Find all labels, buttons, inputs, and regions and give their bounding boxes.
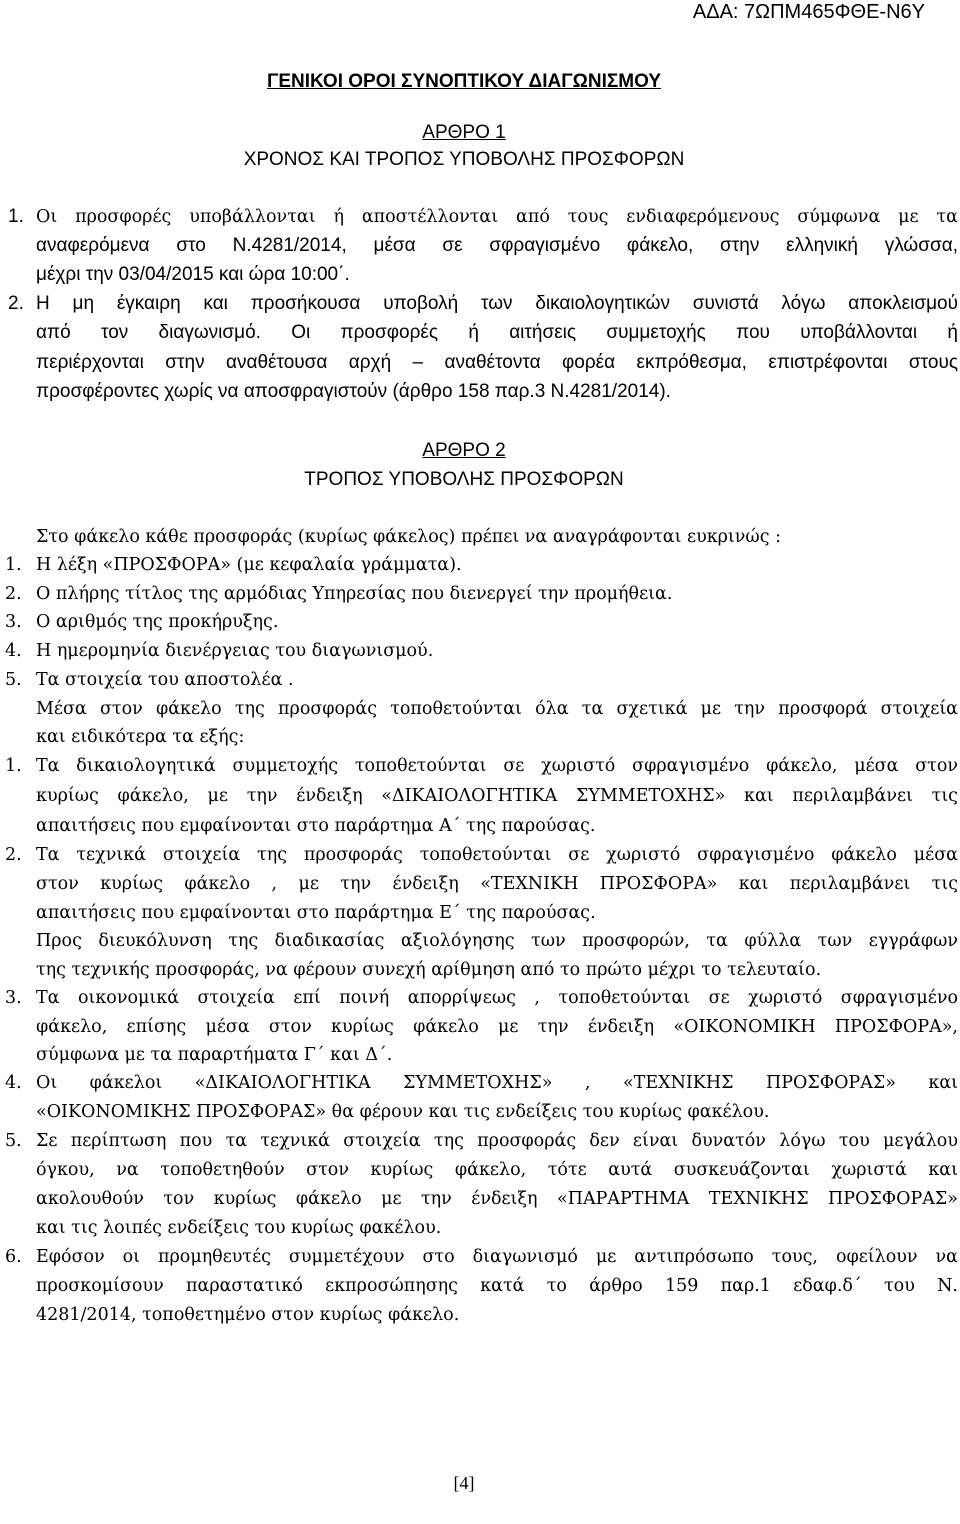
article-1-heading [0, 121, 928, 145]
paragraph-line: Τα οικονομικά στοιχεία επί ποινή απορρίψεως , τοποθετούνται σε χωριστό σφραγισμένο [36, 988, 958, 1008]
list-number: 3. [5, 988, 22, 1008]
list-number: 1. [5, 555, 22, 575]
list-number: 3. [5, 612, 22, 632]
paragraph-line: Ο πλήρης τίτλος της αρμόδιας Υπηρεσίας που διενεργεί την προμήθεια. [36, 584, 673, 604]
list-item [0, 553, 960, 577]
paragraph-line: της τεχνικής προσφοράς, να φέρουν συνεχή αρίθμηση από το πρώτο μέχρι το τελευταίο. [36, 960, 822, 980]
list-number: 2. [5, 584, 22, 604]
paragraph-line: Σε περίπτωση που τα τεχνικά στοιχεία της προσφοράς δεν είναι δυνατόν λόγω του μεγάλου [36, 1131, 958, 1151]
list-item [0, 610, 960, 634]
paragraph-line: από τον διαγωνισμό. Οι προσφορές ή αιτήσεις συμμετοχής που υποβάλλονται ή [36, 322, 958, 343]
article-2-heading [0, 439, 928, 463]
list-number: 1. [8, 206, 24, 227]
list-item [0, 639, 960, 663]
page-number: [4] [453, 1473, 475, 1493]
paragraph-row [0, 814, 960, 838]
paragraph-row [0, 958, 960, 982]
paragraph-row [0, 380, 960, 404]
list-number: 5. [5, 670, 22, 690]
paragraph-line: απαιτήσεις που εμφαίνονται στο παράρτημα Α΄ της παρούσας. [36, 816, 596, 836]
list-item [0, 668, 960, 692]
paragraph-line: φάκελο, επίσης μέσα στον κυρίως φάκελο με την ένδειξη «ΟΙΚΟΝΟΜΙΚΗ ΠΡΟΣΦΟΡΑ», [36, 1017, 958, 1037]
article-heading-text: ΑΡΘΡΟ 1 [422, 122, 506, 143]
list-number: 5. [5, 1131, 22, 1151]
paragraph-line: Τα στοιχεία του αποστολέα . [36, 670, 294, 690]
paragraph-row [0, 1100, 960, 1124]
paragraph-row [0, 1303, 960, 1327]
paragraph-row [0, 234, 960, 258]
paragraph-row [0, 525, 960, 549]
list-item [0, 205, 960, 229]
paragraph-line: 4281/2014, τοποθετημένο στον κυρίως φάκελο. [36, 1305, 460, 1325]
list-number: 4. [5, 1073, 22, 1093]
paragraph-line: κυρίως φάκελο, με την ένδειξη «ΔΙΚΑΙΟΛΟΓΗΤΙΚΑ ΣΥΜΜΕΤΟΧΗΣ» και περιλαμβάνει τις [36, 786, 958, 806]
list-item [0, 986, 960, 1010]
paragraph-line: προσφέροντες χωρίς να αποσφραγιστούν (άρθρο 158 παρ.3 Ν.4281/2014). [36, 381, 671, 402]
list-number: 2. [5, 845, 22, 865]
paragraph-row [0, 872, 960, 896]
list-item [0, 754, 960, 778]
paragraph-row [0, 351, 960, 375]
paragraph-line: Η ημερομηνία διενέργειας του διαγωνισμού. [36, 641, 434, 661]
list-item [0, 292, 960, 316]
paragraph-line: στον κυρίως φάκελο , με την ένδειξη «ΤΕΧΝΙΚΗ ΠΡΟΣΦΟΡΑ» και περιλαμβάνει τις [36, 874, 958, 894]
paragraph-line: ακολουθούν τον κυρίως φάκελο με την ένδειξη «ΠΑΡΑΡΤΗΜΑ ΤΕΧΝΙΚΗΣ ΠΡΟΣΦΟΡΑΣ» [36, 1189, 958, 1209]
list-item [0, 843, 960, 867]
paragraph-line: και τις λοιπές ενδείξεις του κυρίως φακέλου. [36, 1218, 442, 1238]
paragraph-line: και ειδικότερα τα εξής: [36, 727, 245, 747]
paragraph-line: Εφόσον οι προμηθευτές συμμετέχουν στο διαγωνισμό με αντιπρόσωπο τους, οφείλουν να [36, 1247, 958, 1267]
document-title: ΓΕΝΙΚΟΙ ΟΡΟΙ ΣΥΝΟΠΤΙΚΟΥ ΔΙΑΓΩΝΙΣΜΟΥ [266, 71, 662, 92]
paragraph-line: Τα τεχνικά στοιχεία της προσφοράς τοποθετούνται σε χωριστό σφραγισμένο φάκελο μέσα [36, 845, 958, 865]
paragraph-row [0, 1274, 960, 1298]
paragraph-row [0, 929, 960, 953]
article-1-subheading: ΧΡΟΝΟΣ ΚΑΙ ΤΡΟΠΟΣ ΥΠΟΒΟΛΗΣ ΠΡΟΣΦΟΡΩΝ [243, 149, 685, 170]
list-number: 4. [5, 641, 22, 661]
paragraph-line: μέχρι την 03/04/2015 και ώρα 10:00΄. [36, 264, 350, 285]
paragraph-line: Οι φάκελοι «ΔΙΚΑΙΟΛΟΓΗΤΙΚΑ ΣΥΜΜΕΤΟΧΗΣ» , «ΤΕΧΝΙΚΗΣ ΠΡΟΣΦΟΡΑΣ» και [36, 1073, 958, 1093]
list-number: 1. [5, 756, 22, 776]
paragraph-row [0, 321, 960, 345]
list-item [0, 1245, 960, 1269]
list-item [0, 582, 960, 606]
ada-code: ΑΔΑ: 7ΩΠΜ465ΦΘΕ-Ν6Υ [692, 1, 925, 23]
paragraph-line: Η μη έγκαιρη και προσήκουσα υποβολή των δικαιολογητικών συνιστά λόγω αποκλεισμού [36, 293, 958, 314]
paragraph-line: όγκου, να τοποθετηθούν στον κυρίως φάκελο, τότε αυτά συσκευάζονται χωριστά και [36, 1160, 958, 1180]
paragraph-row [0, 1015, 960, 1039]
paragraph-row [0, 784, 960, 808]
paragraph-line: προσκομίσουν παραστατικό εκπροσώπησης κατά το άρθρο 159 παρ.1 εδαφ.δ΄ του Ν. [36, 1276, 958, 1296]
article-heading-text: ΑΡΘΡΟ 2 [422, 440, 506, 461]
paragraph-line: Ο αριθμός της προκήρυξης. [36, 612, 279, 632]
paragraph-row [0, 697, 960, 721]
paragraph-line: Οι προσφορές υποβάλλονται ή αποστέλλονται από τους ενδιαφερόμενους σύμφωνα με τα [36, 207, 958, 227]
list-number: 6. [5, 1247, 22, 1267]
paragraph-line: Προς διευκόλυνση της διαδικασίας αξιολόγησης των προσφορών, τα φύλλα των εγγράφων [36, 931, 958, 951]
paragraph-line: Μέσα στον φάκελο της προσφοράς τοποθετούνται όλα τα σχετικά με την προσφορά στοιχεία [36, 699, 958, 719]
paragraph-row [0, 1187, 960, 1211]
list-item [0, 1071, 960, 1095]
paragraph-line: περιέρχονται στην αναθέτουσα αρχή – αναθέτοντα φορέα εκπρόθεσμα, επιστρέφονται στους [36, 352, 958, 373]
paragraph-line: αναφερόμενα στο Ν.4281/2014, μέσα σε σφραγισμένο φάκελο, στην ελληνική γλώσσα, [36, 235, 958, 256]
paragraph-row [0, 725, 960, 749]
paragraph-row [0, 1158, 960, 1182]
list-item [0, 1129, 960, 1153]
paragraph-row [0, 263, 960, 287]
paragraph-line: απαιτήσεις που εμφαίνονται στο παράρτημα Ε΄ της παρούσας. [36, 903, 596, 923]
article-2-subheading: ΤΡΟΠΟΣ ΥΠΟΒΟΛΗΣ ΠΡΟΣΦΟΡΩΝ [304, 469, 624, 490]
paragraph-line: σύμφωνα με τα παραρτήματα Γ΄ και Δ΄. [36, 1045, 393, 1065]
paragraph-line: «ΟΙΚΟΝΟΜΙΚΗΣ ΠΡΟΣΦΟΡΑΣ» θα φέρουν και τις ενδείξεις του κυρίως φακέλου. [36, 1102, 770, 1122]
paragraph-row [0, 1043, 960, 1067]
paragraph-line: Η λέξη «ΠΡΟΣΦΟΡΑ» (με κεφαλαία γράμματα). [36, 555, 462, 575]
list-number: 2. [8, 293, 24, 314]
intro-line: Στο φάκελο κάθε προσφοράς (κυρίως φάκελος) πρέπει να αναγράφονται ευκρινώς : [36, 527, 781, 547]
paragraph-line: Τα δικαιολογητικά συμμετοχής τοποθετούνται σε χωριστό σφραγισμένο φάκελο, μέσα στον [36, 756, 958, 776]
paragraph-row [0, 1216, 960, 1240]
paragraph-row [0, 901, 960, 925]
